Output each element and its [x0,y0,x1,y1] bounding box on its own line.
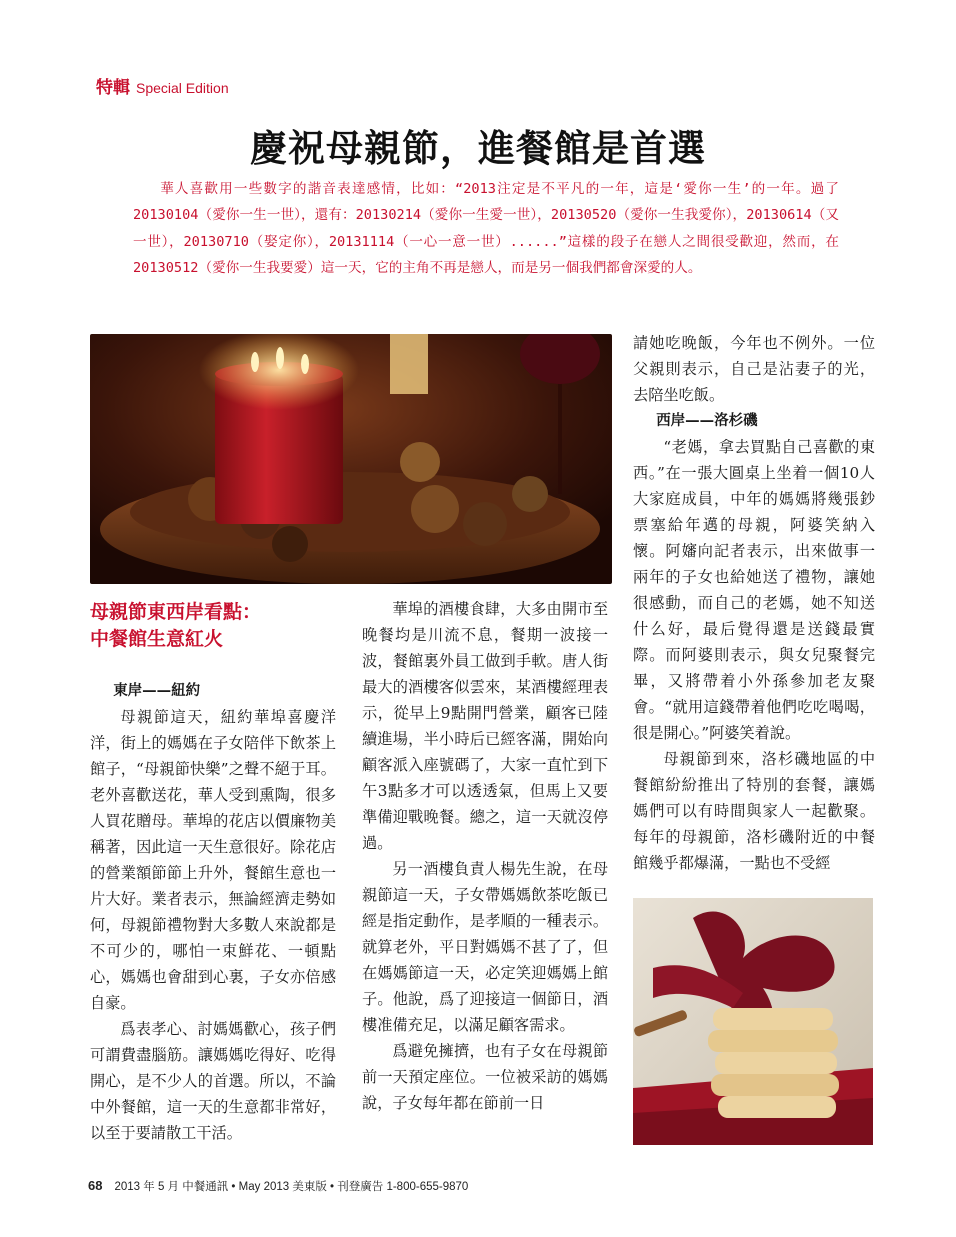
subheading-line2: 中餐館生意紅火 [90,628,224,650]
page-title: 慶祝母親節，進餐館是首選 [250,127,706,170]
cookies-ribbon-photo [633,898,873,1145]
section-subheading [90,599,340,653]
paragraph: 爲避免擁擠，也有子女在母親節前一天預定座位。一位被采訪的媽媽說，子女每年都在節前一日 [362,1042,608,1112]
page-footer [88,1178,468,1194]
paragraph: 母親節這天，紐約華埠喜慶洋洋，街上的媽媽在子女陪伴下飲茶上館子，“母親節快樂”之聲不絕于耳。老外喜歡送花，華人受到熏陶，很多人買花贈母。華埠的花店以價廉物美稱著，因此這一天生意很好。除花店的營業額節節上升外，餐館生意也一片大好。業者表示，無論經濟走勢如何，母親節禮物對大多數人來說都是不可少的，哪怕一束鮮花、一頓點心，媽媽也會甜到心裏，子女亦倍感自豪。 [90,708,336,1012]
west-coast-subheading: 西岸——洛杉磯 [656,413,758,429]
paragraph: 爲表孝心、討媽媽歡心，孩子們可謂費盡腦筋。讓媽媽吃得好、吃得開心，是不少人的首選。所以，不論中外餐館，這一天的生意都非常好，以至于要請散工干活。 [90,1020,336,1142]
paragraph: 母親節到來，洛杉磯地區的中餐館紛紛推出了特別的套餐，讓媽媽們可以有時間與家人一起歡聚。每年的母親節，洛杉磯附近的中餐館幾乎都爆滿，一點也不受經 [633,750,875,872]
article-column-2 [362,596,608,1116]
section-tag [96,73,229,98]
east-coast-subheading: 東岸——紐約 [113,683,201,699]
paragraph: “老媽，拿去買點自己喜歡的東西。”在一張大圓桌上坐着一個10人大家庭成員，中年的媽媽將幾張鈔票塞給年邁的母親，阿婆笑納入懷。阿嬸向記者表示，出來做事一兩年的子女也給她送了禮物，讓她很感動，而自己的老媽，她不知送什么好，最后覺得還是送錢最實際。而阿婆則表示，與女兒聚餐完畢，又將帶着小外孫參加老友聚會。“就用這錢帶着他們吃吃喝喝，很是開心。”阿婆笑着說。 [633,438,875,742]
intro-paragraph [133,176,839,282]
intro-text: 華人喜歡用一些數字的諧音表達感情，比如：“2013注定是不平凡的一年，這是‘愛你一生’的一年。過了20130104（愛你一生一世），還有：20130214（愛你一生愛一世），20130520（愛你一生我愛你），20130614（又一世），20130710（娶定你），20131114（一心一意一世）......”這樣的段子在戀人之間很受歡迎，然而，在20130512（愛你一生我要愛）這一天，它的主角不再是戀人，而是另一個我們都會深愛的人。 [133,181,839,277]
candle-centerpiece-photo [90,334,612,584]
section-label-en: Special Edition [136,80,229,96]
footer-text: 2013 年 5 月 中餐通訊 • May 2013 美東版 • 刊登廣告 1-800-655-9870 [114,1181,469,1193]
article-column-1 [90,678,336,1146]
paragraph: 華埠的酒樓食肆，大多由開市至晚餐均是川流不息，餐期一波接一波，餐館裏外員工做到手軟。唐人街最大的酒樓客似雲來，某酒樓經理表示，從早上9點開門營業，顧客已陸續進場，半小時后已經客滿，開始向顧客派入座號碼了，大家一直忙到下午3點多才可以透透氣，但馬上又要準備迎戰晚餐。總之，這一天就沒停過。 [362,600,608,852]
paragraph: 請她吃晚飯，今年也不例外。一位父親則表示，自己是沾妻子的光，去陪坐吃飯。 [633,334,875,404]
article-column-3 [633,330,875,876]
page-number: 68 [88,1178,103,1193]
paragraph: 另一酒樓負責人楊先生說，在母親節這一天，子女帶媽媽飲茶吃飯已經是指定動作，是孝順的一種表示。就算老外，平日對媽媽不甚了了，但在媽媽節這一天，必定笑迎媽媽上館子。他說，爲了迎接這一個節日，酒樓准備充足，以滿足顧客需求。 [362,860,608,1034]
section-label-zh: 特輯 [96,78,130,98]
subheading-line1: 母親節東西岸看點： [90,601,262,623]
